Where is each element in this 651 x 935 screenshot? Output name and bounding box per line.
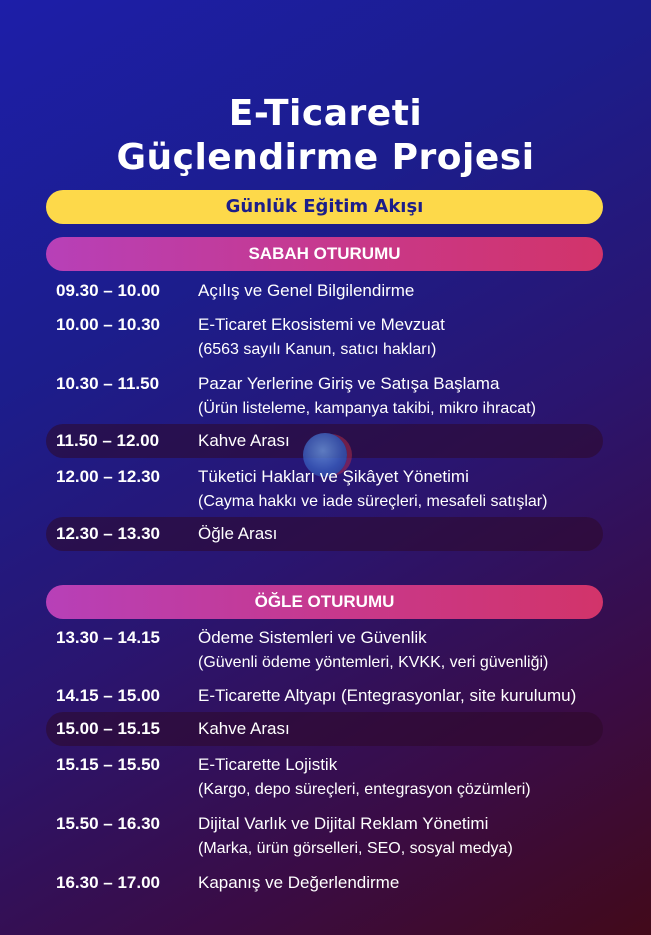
session-title: Kahve Arası (198, 719, 290, 738)
session-description (198, 754, 603, 801)
afternoon-session-header: ÖĞLE OTURUMU (46, 585, 603, 619)
session-title: E-Ticarette Altyapı (Entegrasyonlar, site kurulumu) (198, 686, 577, 705)
time-range: 13.30 – 14.15 (56, 628, 160, 647)
session-title: Ödeme Sistemleri ve Güvenlik (198, 628, 427, 647)
session-description (198, 430, 603, 452)
time-range: 12.00 – 12.30 (56, 467, 160, 486)
time-range: 15.15 – 15.50 (56, 755, 160, 774)
time-range: 14.15 – 15.00 (56, 686, 160, 705)
session-description (198, 466, 603, 513)
morning-session-header: SABAH OTURUMU (46, 237, 603, 271)
session-description (198, 523, 603, 545)
break-row (46, 517, 603, 551)
time-range: 15.50 – 16.30 (56, 814, 160, 833)
session-description (198, 872, 603, 894)
time-range: 11.50 – 12.00 (56, 431, 160, 450)
session-description (198, 685, 603, 707)
time-range: 16.30 – 17.00 (56, 873, 160, 892)
title-line-2: Güçlendirme Projesi (116, 137, 535, 178)
session-title: E-Ticaret Ekosistemi ve Mevzuat (198, 315, 445, 334)
session-title: Pazar Yerlerine Giriş ve Satışa Başlama (198, 374, 500, 393)
session-title: Öğle Arası (198, 524, 278, 543)
session-detail: (Ürün listeleme, kampanya takibi, mikro ihracat) (198, 400, 536, 417)
session-description (198, 718, 603, 740)
title-line-1: E-Ticareti (228, 93, 423, 134)
page-title (0, 92, 651, 180)
time-range: 10.30 – 11.50 (56, 374, 160, 393)
session-description (198, 627, 603, 674)
time-range: 15.00 – 15.15 (56, 719, 160, 738)
session-detail: (6563 sayılı Kanun, satıcı hakları) (198, 341, 437, 358)
session-title: Tüketici Hakları ve Şikâyet Yönetimi (198, 467, 469, 486)
time-range: 09.30 – 10.00 (56, 281, 160, 300)
session-detail: (Cayma hakkı ve iade süreçleri, mesafeli satışlar) (198, 493, 548, 510)
break-row (46, 712, 603, 746)
session-description (198, 280, 603, 302)
session-title: Dijital Varlık ve Dijital Reklam Yönetimi (198, 814, 489, 833)
session-title: E-Ticarette Lojistik (198, 755, 338, 774)
session-detail: (Marka, ürün görselleri, SEO, sosyal medya) (198, 840, 513, 857)
time-range: 10.00 – 10.30 (56, 315, 160, 334)
session-title: Kahve Arası (198, 431, 290, 450)
session-description (198, 314, 603, 361)
session-title: Açılış ve Genel Bilgilendirme (198, 281, 415, 300)
session-title: Kapanış ve Değerlendirme (198, 873, 400, 892)
session-detail: (Kargo, depo süreçleri, entegrasyon çözümleri) (198, 781, 531, 798)
session-description (198, 373, 603, 420)
time-range: 12.30 – 13.30 (56, 524, 160, 543)
schedule-subtitle: Günlük Eğitim Akışı (46, 190, 603, 224)
session-description (198, 813, 603, 860)
session-detail: (Güvenli ödeme yöntemleri, KVKK, veri güvenliği) (198, 654, 549, 671)
